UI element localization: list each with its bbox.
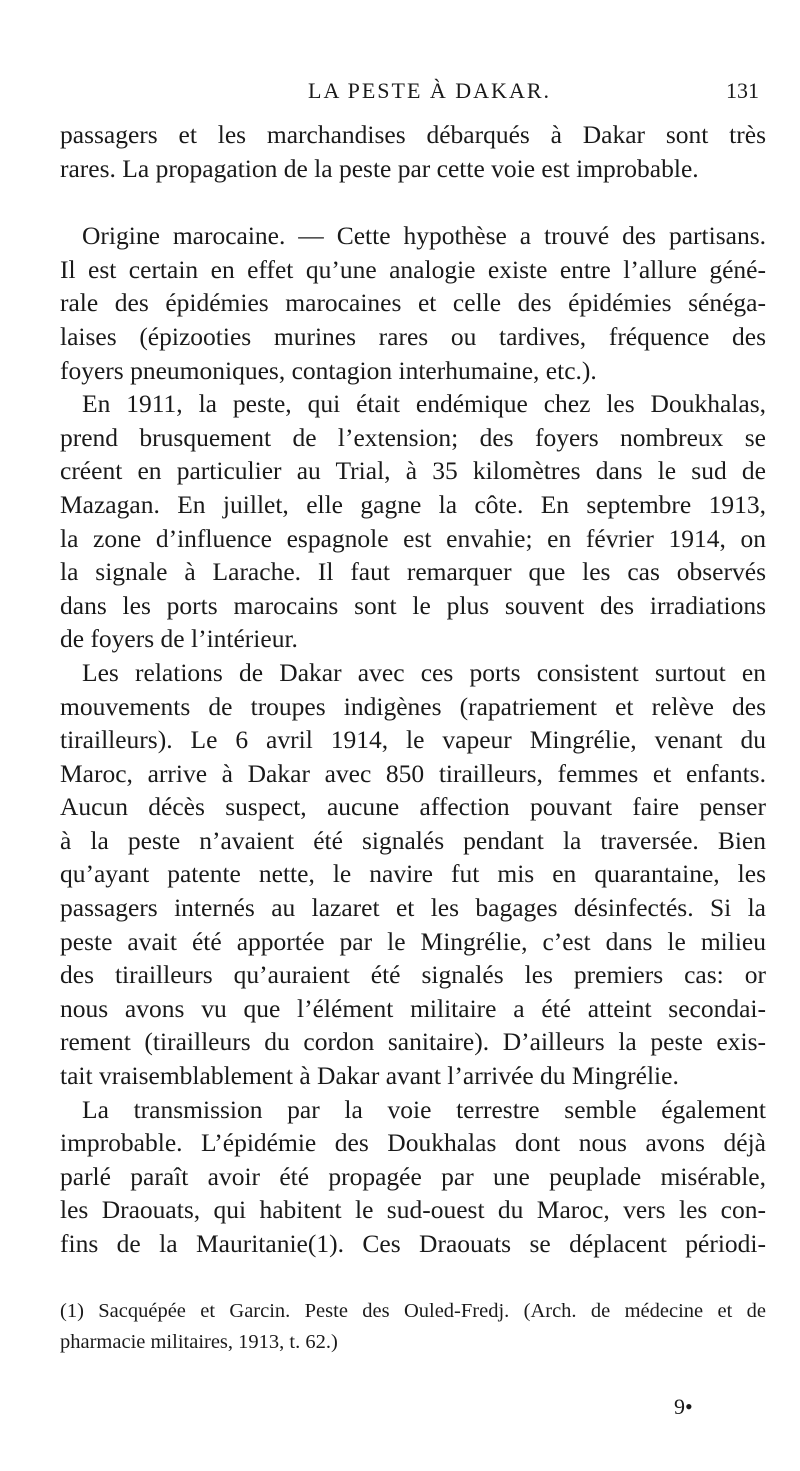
text-line: foyers pneumoniques, contagion interhumaine, etc.). xyxy=(60,355,597,385)
text-line: de foyers de l’intérieur. xyxy=(60,624,298,654)
text-line: créent en particulier au Trial, à 35 kilomètres dans le sud de xyxy=(60,456,766,486)
text-line: Mazagan. En juillet, elle gagne la côte. En septembre 1913, xyxy=(60,489,766,519)
text-line: En 1911, la peste, qui était endémique chez les Doukhalas, xyxy=(82,389,766,419)
page-number: 131 xyxy=(726,78,759,103)
text-line: nous avons vu que l’élément militaire a été atteint secondai- xyxy=(60,993,766,1023)
paragraph-origine-marocaine xyxy=(60,219,766,387)
running-head xyxy=(0,78,800,108)
text-line: Maroc, arrive à Dakar avec 850 tirailleurs, femmes et enfants. xyxy=(60,758,766,788)
running-head-title: LA PESTE À DAKAR. xyxy=(308,78,552,103)
text-line: parlé paraît avoir été propagée par une peuplade misérable, xyxy=(60,1161,766,1191)
footnote-line: pharmacie militaires, 1913, t. 62.) xyxy=(60,1331,338,1353)
paragraph xyxy=(60,656,766,1093)
text-line: fins de la Mauritanie(1). Ces Draouats se déplacent périodi- xyxy=(60,1229,766,1258)
paragraph xyxy=(60,118,766,185)
text-line: la signale à Larache. Il faut remarquer que les cas observés xyxy=(60,557,766,587)
text-line: laises (épizooties murines rares ou tardives, fréquence des xyxy=(60,321,766,351)
text-line: rale des épidémies marocaines et celle des épidémies sénéga- xyxy=(60,288,766,318)
text-line: Origine marocaine. — Cette hypothèse a trouvé des partisans. xyxy=(82,221,766,251)
text-line: Les relations de Dakar avec ces ports consistent surtout en xyxy=(82,657,766,687)
text-line: à la peste n’avaient été signalés pendant la traversée. Bien xyxy=(60,825,766,855)
footnote-line: (1) Sacquépée et Garcin. Peste des Ouled-Fredj. (Arch. de médecine et de xyxy=(60,1300,766,1322)
text-line: peste avait été apportée par le Mingrélie, c’est dans le milieu xyxy=(60,926,766,956)
text-line: les Draouats, qui habitent le sud-ouest du Maroc, vers les con- xyxy=(60,1195,766,1225)
signature-mark: 9• xyxy=(674,1394,693,1419)
text-line: Il est certain en effet qu’une analogie existe entre l’allure géné- xyxy=(60,254,766,284)
text-line: la zone d’influence espagnole est envahie; en février 1914, on xyxy=(60,523,766,553)
text-line: tirailleurs). Le 6 avril 1914, le vapeur Mingrélie, venant du xyxy=(60,725,766,755)
text-line: rement (tirailleurs du cordon sanitaire). D’ailleurs la peste exis- xyxy=(60,1027,766,1057)
text-line: Aucun décès suspect, aucune affection pouvant faire penser xyxy=(60,792,766,822)
text-line: improbable. L’épidémie des Doukhalas dont nous avons déjà xyxy=(60,1128,766,1158)
footnote xyxy=(60,1296,766,1358)
text-line: La transmission par la voie terrestre semble également xyxy=(82,1094,766,1124)
text-line: passagers internés au lazaret et les bagages désinfectés. Si la xyxy=(60,893,766,923)
text-line: rares. La propagation de la peste par cette voie est improbable. xyxy=(60,153,699,183)
paragraph xyxy=(60,387,766,656)
text-line: tait vraisemblablement à Dakar avant l’arrivée du Mingrélie. xyxy=(60,1061,679,1091)
text-line: mouvements de troupes indigènes (rapatriement et relève des xyxy=(60,691,766,721)
text-line: dans les ports marocains sont le plus souvent des irradiations xyxy=(60,590,766,620)
text-line: prend brusquement de l’extension; des foyers nombreux se xyxy=(60,422,766,452)
paragraph xyxy=(60,1093,766,1261)
text-line: passagers et les marchandises débarqués à Dakar sont très xyxy=(60,120,766,149)
text-line: des tirailleurs qu’auraient été signalés les premiers cas: or xyxy=(60,960,766,990)
body-text xyxy=(60,118,766,1261)
text-line: qu’ayant patente nette, le navire fut mis en quarantaine, les xyxy=(60,859,766,889)
